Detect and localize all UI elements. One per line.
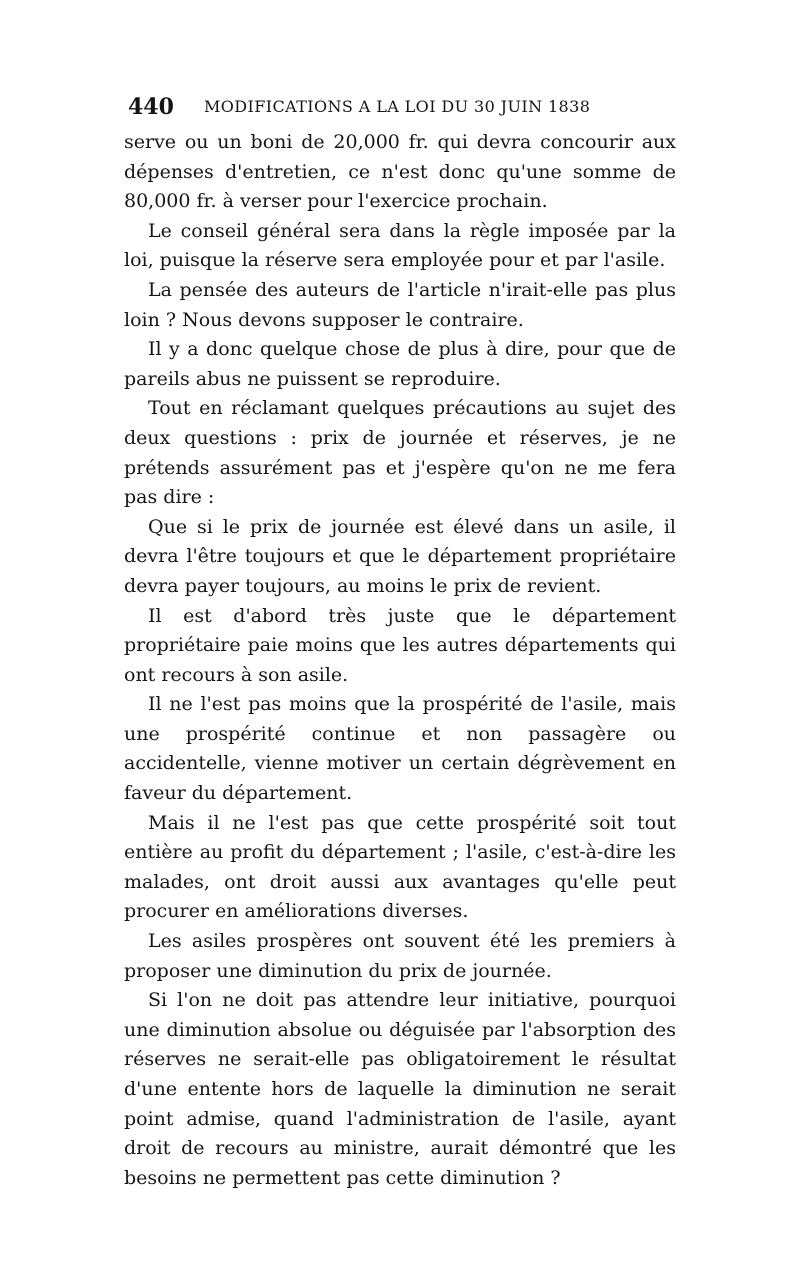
- paragraph: serve ou un boni de 20,000 fr. qui devra concourir aux dépenses d'entretien, ce n'est donc qu'une somme de 80,000 fr. à verser pour l'exercice prochain.: [124, 131, 676, 213]
- paragraph: Tout en réclamant quelques précautions au sujet des deux questions : prix de journée et réserves, je ne prétends assurément pas et j'espère qu'on ne me fera pas dire :: [124, 397, 676, 509]
- paragraph: Il ne l'est pas moins que la prospérité de l'asile, mais une prospérité continue et non passagère ou accidentelle, vienne motiver un certain dégrèvement en faveur du département.: [124, 693, 676, 805]
- page-number: 440: [128, 94, 174, 120]
- paragraph: Que si le prix de journée est élevé dans un asile, il devra l'être toujours et que le département propriétaire devra payer toujours, au moins le prix de revient.: [124, 515, 676, 597]
- paragraph: Si l'on ne doit pas attendre leur initiative, pourquoi une diminution absolue ou déguisée par l'absorption des réserves ne serait-elle pas obligatoirement le résultat d'une entente hors de laquelle la diminution ne serait point admise, quand l'administration de l'asile, ayant droit de recours au ministre, aurait démontré que les besoins ne permettent pas cette diminution ?: [124, 989, 676, 1189]
- running-header: [124, 92, 684, 122]
- body-text: [124, 128, 676, 1193]
- paragraph: Les asiles prospères ont souvent été les premiers à proposer une diminution du prix de journée.: [124, 930, 676, 982]
- paragraph: Mais il ne l'est pas que cette prospérité soit tout entière au profit du département ; l'asile, c'est-à-dire les malades, ont droit aussi aux avantages qu'elle peut procurer en améliorations diverses.: [124, 811, 676, 923]
- paragraph: Le conseil général sera dans la règle imposée par la loi, puisque la réserve sera employée pour et par l'asile.: [124, 219, 676, 272]
- paragraph: Il est d'abord très juste que le département propriétaire paie moins que les autres départements qui ont recours à son asile.: [124, 604, 676, 686]
- paragraph: La pensée des auteurs de l'article n'irait-elle pas plus loin ? Nous devons supposer le contraire.: [124, 278, 676, 331]
- paragraph: Il y a donc quelque chose de plus à dire, pour que de pareils abus ne puissent se reproduire.: [124, 338, 676, 390]
- running-title: MODIFICATIONS A LA LOI DU 30 JUIN 1838: [204, 97, 591, 116]
